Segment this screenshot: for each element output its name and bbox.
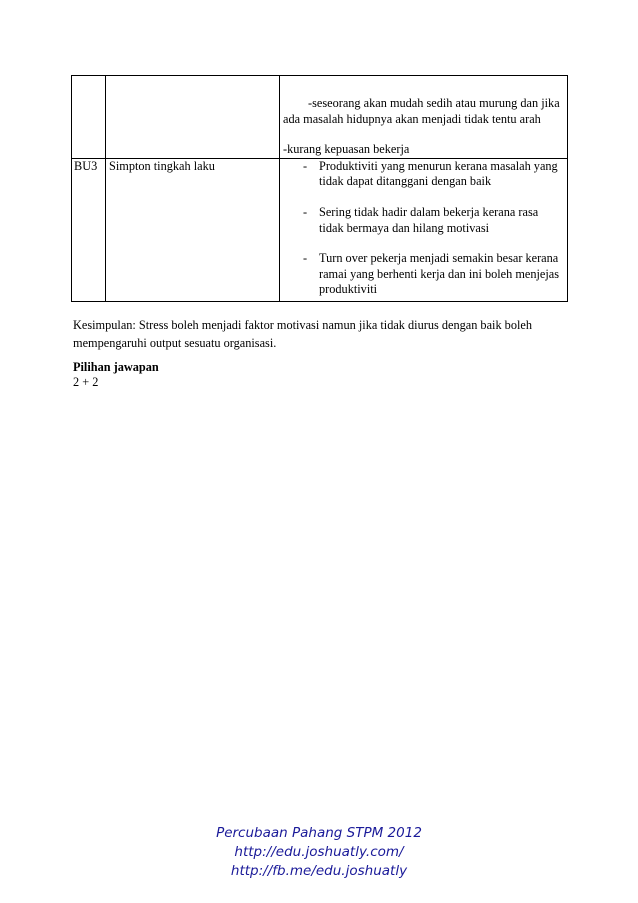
- list-item-text: Produktiviti yang menurun kerana masalah yang tidak dapat ditanggani dengan baik: [319, 158, 558, 189]
- footer-title: Percubaan Pahang STPM 2012: [216, 825, 422, 841]
- table-cell-title: Simpton tingkah laku: [106, 158, 280, 301]
- list-item-text: Sering tidak hadir dalam bekerja kerana rasa tidak bermaya dan hilang motivasi: [319, 204, 539, 235]
- table-row: [72, 158, 568, 301]
- dash-marker: -: [303, 251, 308, 266]
- conclusion-text: Kesimpulan: Stress boleh menjadi faktor motivasi namun jika tidak diurus dengan baik boleh mempengaruhi output sesuatu organisasi.: [73, 318, 532, 350]
- answer-heading: Pilihan jawapan: [73, 360, 159, 374]
- table-cell-code: BU3: [72, 158, 106, 301]
- bullet-list: [283, 159, 564, 298]
- paragraph: -kurang kepuasan bekerja: [283, 142, 410, 157]
- list-item: [283, 159, 564, 190]
- table-cell-content: [280, 76, 568, 159]
- table-row: [72, 76, 568, 159]
- dash-marker: -: [303, 204, 308, 219]
- table-cell-code: [72, 76, 106, 159]
- table-cell-content: [280, 158, 568, 301]
- list-item: [283, 205, 564, 236]
- answer-value: 2 + 2: [73, 375, 99, 389]
- answer-scheme-table: [71, 75, 568, 302]
- list-item: [283, 251, 564, 298]
- footer-link[interactable]: http://fb.me/edu.joshuatly: [230, 863, 408, 879]
- footer: [0, 824, 638, 881]
- list-item-text: Turn over pekerja menjadi semakin besar kerana ramai yang berhenti kerja dan ini boleh menjejas produktiviti: [319, 251, 560, 297]
- paragraph: -seseorang akan mudah sedih atau murung dan jika ada masalah hidupnya akan menjadi tidak tentu arah: [283, 96, 560, 126]
- footer-link[interactable]: http://edu.joshuatly.com/: [234, 844, 404, 860]
- dash-marker: -: [303, 158, 308, 173]
- table-cell-title: [106, 76, 280, 159]
